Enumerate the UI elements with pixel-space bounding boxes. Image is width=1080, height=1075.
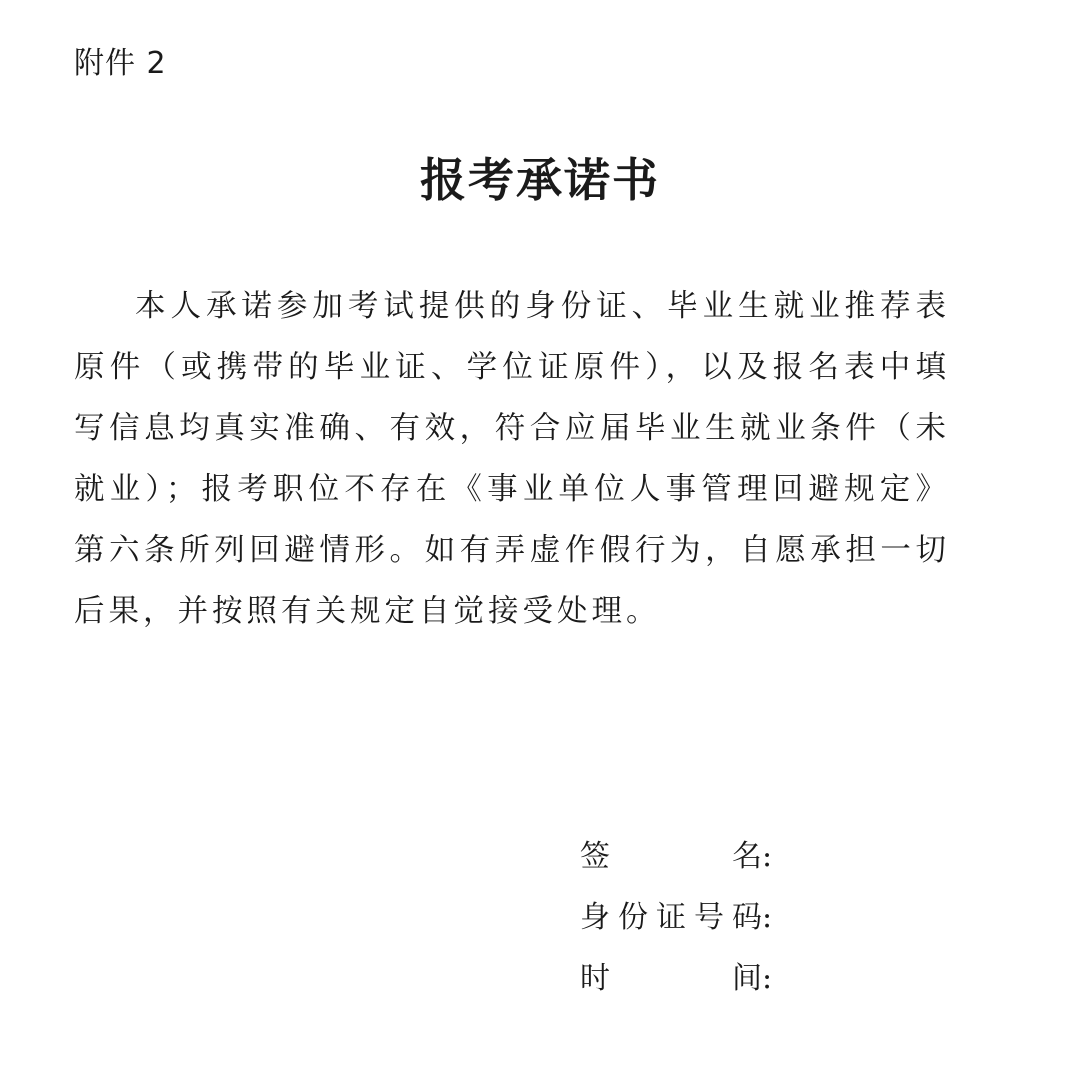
signature-date-label: 时间: [580, 961, 762, 996]
signature-name-colon: :: [762, 839, 773, 874]
signature-date-row: [580, 948, 980, 1009]
commitment-body: 本人承诺参加考试提供的身份证、毕业生就业推荐表原件（或携带的毕业证、学位证原件），以及报名表中填写信息均真实准确、有效，符合应届毕业生就业条件（未就业）；报考职位不存在《事业单位人事管理回避规定》第六条所列回避情形。如有弄虚作假行为，自愿承担一切后果，并按照有关规定自觉接受处理。: [74, 289, 950, 629]
signature-name-row: [580, 826, 980, 887]
signature-id-colon: :: [762, 900, 773, 935]
attachment-label: 附件 2: [74, 46, 167, 81]
signature-block: [580, 826, 980, 1009]
signature-date-colon: :: [762, 961, 773, 996]
signature-id-row: [580, 887, 980, 948]
signature-id-label: 身份证号码: [580, 900, 762, 935]
signature-name-label: 签名: [580, 839, 762, 874]
document-title: 报考承诺书: [420, 153, 660, 207]
